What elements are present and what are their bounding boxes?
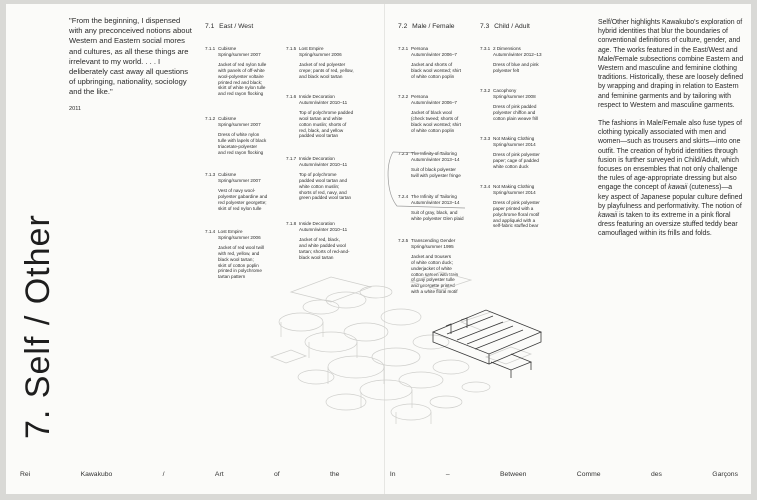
entry-number: 7.3.3	[480, 136, 491, 141]
entry-desc-line: (check tweed; shorts of	[411, 116, 459, 122]
entry-date: Autumn/winter 2010–11	[299, 99, 348, 105]
entry-number: 7.2.1	[398, 46, 409, 51]
footer-word: Garçons	[712, 471, 738, 478]
entry-title: Inside Decoration	[299, 156, 335, 161]
entry-desc-line: self-fabric stuffed bear	[493, 223, 539, 229]
entry-desc-line: Top of polychrome	[299, 172, 337, 178]
section-title: 7. Self / Other	[19, 214, 57, 439]
entry-date: Autumn/winter 2013–14	[411, 156, 460, 162]
entry-desc-line: of white cotton poplin	[411, 73, 455, 79]
footer-word: In	[389, 471, 396, 478]
italic-term: kawaii	[598, 212, 618, 220]
entry-number: 7.1.4	[205, 229, 216, 234]
entry-date: Autumn/winter 2006–7	[411, 51, 457, 57]
entry-desc-line: cotton sateen with train	[411, 271, 459, 277]
entry-title: Lost Empire	[218, 229, 243, 234]
entry-date: Autumn/winter 2006–7	[411, 99, 457, 105]
entry-title: The Infinity of Tailoring	[411, 151, 457, 156]
entry-desc-line: black wool tartan	[299, 254, 334, 260]
entry-number: 7.1.2	[205, 116, 216, 121]
entry-number: 7.2.3	[398, 151, 409, 156]
footer-word: Art	[214, 471, 224, 478]
entry-desc-line: white cotton muslin;	[299, 183, 340, 189]
entry-date: Spring/summer 2006	[218, 234, 261, 240]
entry-title: Not Making Clothing	[493, 184, 535, 189]
entry-desc-line: with panels of off-white	[218, 68, 265, 74]
entry-desc-line: tartan; shorts of red-and-	[299, 248, 350, 254]
entry-desc-line: paper; cage of padded	[493, 158, 539, 164]
entry-desc-line: Dress of white nylon	[218, 132, 260, 138]
entry-desc-line: polychrome floral motif	[493, 211, 540, 217]
entry-desc-line: underjacket of white	[411, 265, 452, 271]
entry-desc-line: Dress of pink polyester	[493, 152, 540, 158]
entry-desc-line: Dress of pink padded	[493, 104, 537, 110]
entry-desc-line: triacetate-polyester	[218, 143, 258, 149]
entry-desc-line: Jacket and shorts of	[411, 62, 453, 68]
entry-desc-line: and white padded wool	[299, 243, 346, 249]
entry-number: 7.1.8	[286, 221, 297, 226]
entry-desc-line: white polyester Glen plaid	[411, 216, 464, 222]
entry-number: 7.2.5	[398, 238, 409, 243]
entry-desc-line: black wool worsted; shirt	[411, 121, 462, 127]
section-label: East / West	[219, 23, 254, 30]
entry-number: 7.1.5	[286, 46, 297, 51]
section-header-male-female	[398, 23, 455, 31]
entry-desc-line: Vest of navy wool-	[218, 188, 256, 194]
entry-number: 7.1.1	[205, 46, 216, 51]
essay-paragraph-1: Self/Other highlights Kawakubo's exploration of hybrid identities that blur the boundaries of conventional definitions of culture, gender, and age. The works featured in the East/West and Male/Female subsections combine Eastern and Western and masculine and feminine clothing traditions. Historically, these are loosely defined by wrapping and draping in relation to Eastern and feminine garments and by tailoring with respect to Western and masculine garments.	[598, 19, 744, 109]
entry-desc-line: polyester chiffon and	[493, 110, 536, 116]
entry-desc-line: cotton muslin; shorts of	[299, 121, 347, 127]
entry-desc-line: tulle with lapels of black	[218, 138, 267, 144]
entry-desc-line: red polyester georgette;	[218, 199, 267, 205]
essay-text	[598, 18, 744, 248]
entry-number: 7.3.4	[480, 184, 491, 189]
section-number: 7.2	[398, 23, 408, 30]
entry-desc-line: red, black, and yellow	[299, 127, 344, 133]
entry-desc-line: Dress of blue and pink	[493, 62, 539, 68]
entry-date: Spring/summer 2014	[493, 141, 536, 147]
entry-date: Autumn/winter 2013–14	[411, 199, 460, 205]
entry-title: Transcending Gender	[411, 238, 456, 243]
footer-word: the	[330, 471, 340, 478]
entry-desc-line: Suit of black polyester	[411, 167, 456, 173]
entry-number: 7.1.7	[286, 156, 297, 161]
entry-desc-line: of white cotton poplin	[411, 127, 455, 133]
entry-desc-line: polyester felt	[493, 68, 520, 74]
entry-date: Autumn/winter 2012–13	[493, 51, 542, 57]
entry-desc-line: wool-polyester voltaire	[218, 73, 264, 79]
entry-date: Spring/summer 2014	[493, 189, 536, 195]
entry-date: Spring/summer 2007	[218, 177, 261, 183]
entry-desc-line: Top of polychrome padded	[299, 110, 354, 116]
italic-term: kawaii	[668, 184, 688, 192]
entry-title: Inside Decoration	[299, 221, 335, 226]
footer-word: Rei	[20, 471, 31, 478]
entry-date: Spring/summer 2007	[218, 51, 261, 57]
entry-desc-line: black wool worsted; shirt	[411, 68, 462, 74]
entry-date: Spring/summer 2008	[493, 93, 536, 99]
entry-desc-line: Jacket of red polyester	[299, 62, 346, 68]
footer-word: Kawakubo	[80, 471, 113, 478]
entry-desc-line: crepe; pants of red, yellow,	[299, 68, 354, 74]
entry-desc-line: Jacket of red, black,	[299, 237, 340, 243]
entry-title: 2 Dimensions	[493, 46, 521, 51]
kawakubo-quote	[69, 16, 195, 114]
entry-desc-line: twill with polyester fringe	[411, 173, 461, 179]
entry-desc-line: shorts of red, navy, and	[299, 189, 347, 195]
quote-text: "From the beginning, I dispensed with any preconceived notions about Western and Eastern social mores and cultures, as all these things are irrelevant to my world. . . . I deliberately cast away all questions of upbringing, nationality, sociology and the like."	[69, 16, 192, 97]
pencil-annotation	[381, 146, 481, 216]
entry-desc-line: with a white floral motif	[411, 288, 458, 294]
entry-desc-line: paper printed with a	[493, 206, 534, 212]
entry-desc-line: of gray polyester tulle	[411, 277, 455, 283]
quote-year: 2011	[69, 105, 82, 112]
entry-desc-line: Jacket of red wool twill	[218, 245, 264, 251]
entry-title: Cacophony	[493, 88, 517, 93]
entry-number: 7.3.2	[480, 88, 491, 93]
entry-title: Persona	[411, 94, 429, 99]
entry-desc-line: skirt of cotton poplin	[218, 262, 259, 268]
entry-desc-line: white cotton duck	[493, 163, 529, 169]
entry-desc-line: and red rayon flocking	[218, 149, 264, 155]
entry-number: 7.3.1	[480, 46, 491, 51]
entry-desc-line: tartan pattern	[218, 273, 246, 279]
section-number: 7.1	[205, 23, 215, 30]
section-label: Male / Female	[412, 23, 455, 30]
entry-title: The Infinity of Tailoring	[411, 194, 457, 199]
entry-number: 7.1.3	[205, 172, 216, 177]
entry-desc-line: Jacket of red nylon tulle	[218, 62, 267, 68]
entry-title: Cubisme	[218, 116, 237, 121]
entry-desc-line: of white cotton duck;	[411, 260, 453, 266]
entry-title: Cubisme	[218, 46, 237, 51]
section-header-child-adult	[480, 23, 530, 31]
entry-desc-line: skirt of red nylon tulle	[218, 205, 262, 211]
footer-word: Between	[499, 471, 527, 478]
footer-word: des	[650, 471, 662, 478]
entry-date: Autumn/winter 2010–11	[299, 161, 348, 167]
entry-number: 7.2.4	[398, 194, 409, 199]
catalog-page	[6, 4, 751, 494]
entry-desc-line: padded wool tartan	[299, 133, 339, 139]
footer-word: /	[162, 471, 165, 478]
entry-title: Not Making Clothing	[493, 136, 535, 141]
entry-desc-line: black wool tartan;	[218, 256, 254, 262]
entry-desc-line: Suit of gray, black, and	[411, 210, 458, 216]
entry-desc-line: Jacket and trousers	[411, 254, 452, 260]
gallery-plan-drawing	[261, 262, 551, 437]
entry-date: Autumn/winter 2010–11	[299, 226, 348, 232]
section-number: 7.3	[480, 23, 490, 30]
entry-title: Cubisme	[218, 172, 237, 177]
entry-desc-line: padded wool tartan and	[299, 178, 348, 184]
entry-desc-line: cotton plain weave frill	[493, 115, 539, 121]
entry-date: Spring/summer 1995	[411, 243, 454, 249]
footer-word: –	[445, 471, 450, 478]
entry-desc-line: polyester gabardine and	[218, 194, 268, 200]
entry-desc-line: Dress of pink polyester	[493, 200, 540, 206]
entry-title: Lost Empire	[299, 46, 324, 51]
essay-paragraph-2: The fashions in Male/Female also fuse types of clothing typically associated with men and women—such as trousers and skirts—into one outfit. The creation of hybrid identities through fusion is further surveyed in Child/Adult, which focuses on ensembles that not only challenge the rules of age-appropriate dressing but also engage the concept of kawaii (cuteness)—a key aspect of Japanese popular culture defined by playfulness and performativity. The notion of kawaii is taken to its extreme in a pink floral dress featuring an oversize stuffed teddy bear camouflaged within its frills and folds.	[598, 120, 743, 238]
entry-title: Inside Decoration	[299, 94, 335, 99]
entry-desc-line: and red rayon flocking	[218, 90, 264, 96]
footer-word: of	[273, 471, 280, 478]
entry-desc-line: skirt of white nylon tulle	[218, 85, 266, 91]
entry-number: 7.2.2	[398, 94, 409, 99]
entry-title: Persona	[411, 46, 429, 51]
footer-word: Comme	[576, 471, 601, 478]
entry-desc-line: Jacket of black wool	[411, 110, 453, 116]
entry-desc-line: and black wool tartan	[299, 73, 343, 79]
entry-desc-line: and georgette printed	[411, 282, 455, 288]
entry-desc-line: printed in polychrome	[218, 268, 262, 274]
running-footer	[20, 471, 738, 478]
entry-desc-line: wool tartan and white	[299, 116, 343, 122]
section-header-east-west	[205, 23, 253, 31]
entry-desc-line: and appliquéd with a	[493, 217, 536, 223]
entry-date: Spring/summer 2006	[299, 51, 342, 57]
entry-date: Spring/summer 2007	[218, 121, 261, 127]
entry-number: 7.1.6	[286, 94, 297, 99]
section-label: Child / Adult	[494, 23, 530, 30]
entry-desc-line: green padded wool tartan	[299, 195, 352, 201]
entry-desc-line: printed red and black;	[218, 79, 263, 85]
entry-desc-line: with red, yellow, and	[218, 251, 260, 257]
